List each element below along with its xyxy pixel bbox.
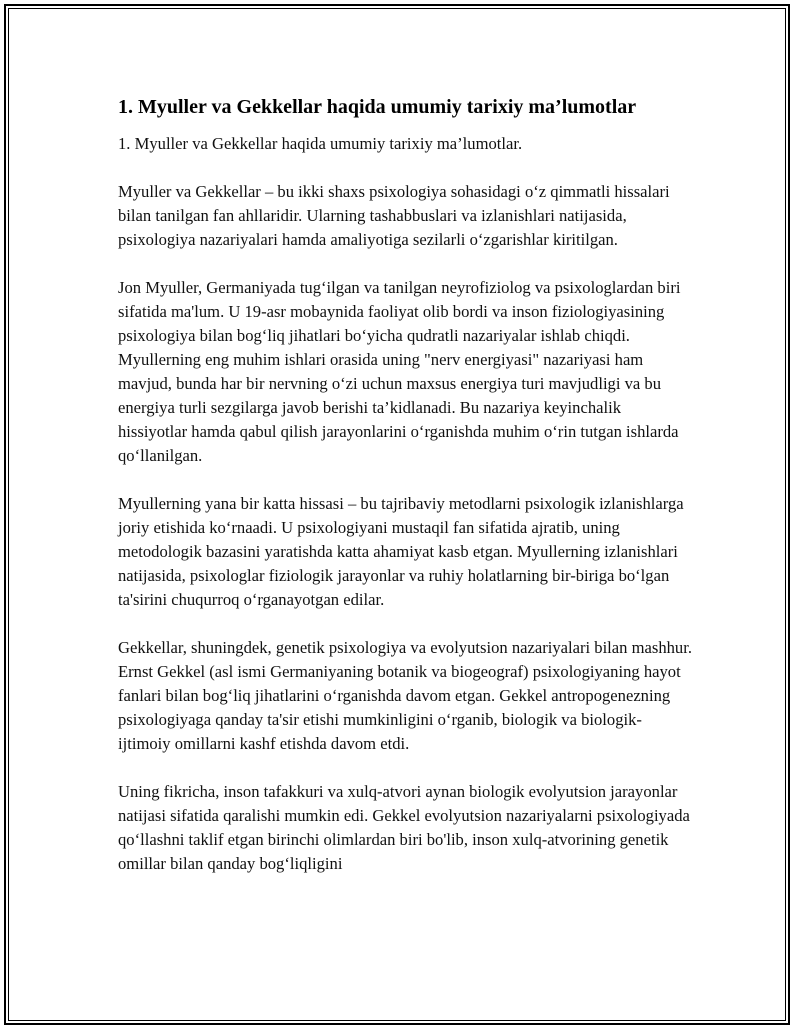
document-subtitle: 1. Myuller va Gekkellar haqida umumiy tarixiy ma’lumotlar. (118, 134, 523, 153)
document-heading: 1. Myuller va Gekkellar haqida umumiy tarixiy ma’lumotlar (118, 96, 637, 118)
paragraph-gekkel-genetics: Gekkellar, shuningdek, genetik psixologiya va evolyutsion nazariyalari bilan mashhur. Ernst Gekkel (asl ismi Germaniyaning botanik va biogeograf) psixologiyaning hayot fanlari bilan bog‘liq jihatlarini o‘rganishda davom etgan. Gekkel antropogenezning psixologiyaga qanday ta'sir etishi mumkinligini o‘rganib, biologik va biologik-ijtimoiy omillarni kashf etishda davom etdi. (118, 638, 692, 753)
paragraph-myuller-methods: Myullerning yana bir katta hissasi – bu tajribaviy metodlarni psixologik izlanishlarga joriy etishida ko‘rnaadi. U psixologiyani mustaqil fan sifatida ajratib, uning metodologik bazasini yaratishda katta ahamiyat kasb etgan. Myullerning izlanishlari natijasida, psixologlar fiziologik jarayonlar va ruhiy holatlarning bir-biriga bo‘lgan ta'sirini chuqurroq o‘rganayotgan edilar. (118, 494, 684, 609)
paragraph-myuller-nerve-energy: Jon Myuller, Germaniyada tug‘ilgan va tanilgan neyrofiziolog va psixologlardan biri sifatida ma'lum. U 19-asr mobaynida faoliyat olib bordi va inson fiziologiyasining psixologiya bilan bog‘liq jihatlari bo‘yicha qudratli nazariyalar ishlab chiqdi. Myullerning eng muhim ishlari orasida uning "nerv energiyasi" nazariyasi ham mavjud, bunda har bir nervning o‘zi uchun maxsus energiya turi mavjudligi va bu energiya turli sezgilarga javob berishi ta’kidlanadi. Bu nazariya keyinchalik hissiyotlar hamda qabul qilish jarayonlarini o‘rganishda muhim o‘rin tutgan ishlarda qo‘llanilgan. (118, 278, 681, 465)
paragraph-intro: Myuller va Gekkellar – bu ikki shaxs psixologiya sohasidagi o‘z qimmatli hissalari bilan tanilgan fan ahllaridir. Ularning tashabbuslari va izlanishlari natijasida, psixologiya nazariyalari hamda amaliyotiga sezilarli o‘zgarishlar kiritilgan. (118, 182, 670, 249)
paragraph-gekkel-evolution: Uning fikricha, inson tafakkuri va xulq-atvori aynan biologik evolyutsion jarayonlar natijasi sifatida qaralishi mumkin edi. Gekkel evolyutsion nazariyalarni psixologiyada qo‘llashni taklif etgan birinchi olimlardan biri bo'lib, inson xulq-atvorining genetik omillar bilan qanday bog‘liqligini (118, 782, 690, 873)
document-body (118, 94, 693, 876)
